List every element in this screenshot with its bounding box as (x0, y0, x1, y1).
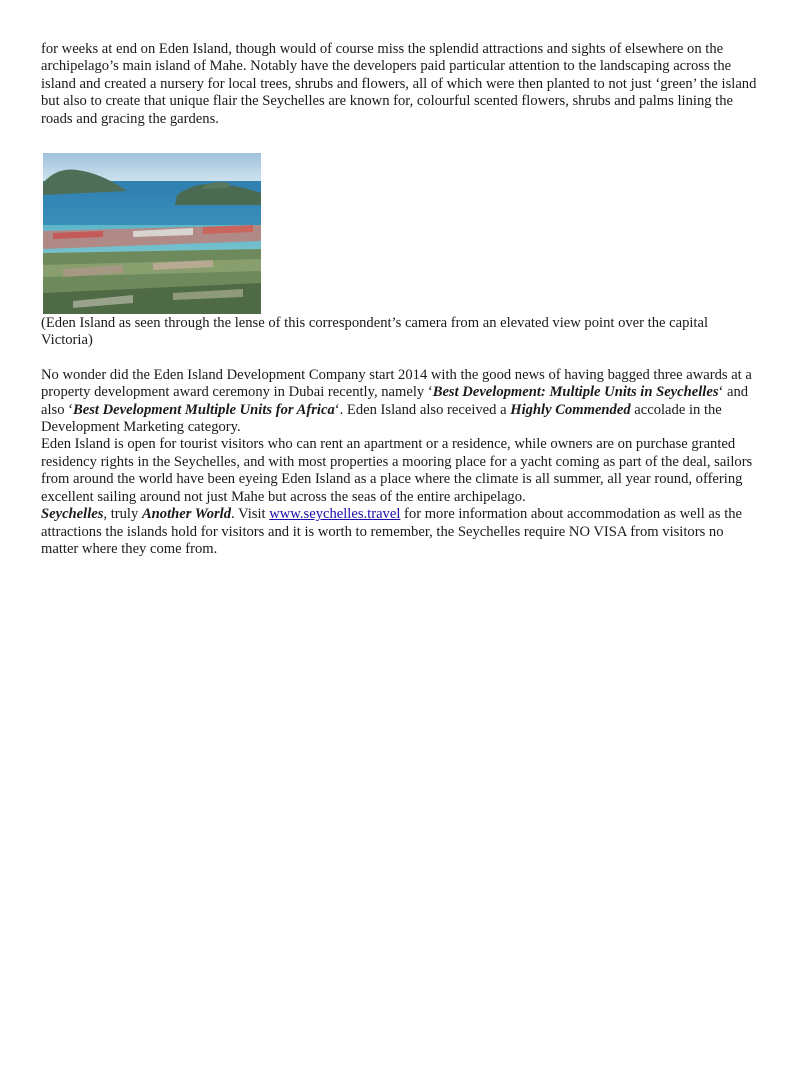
spacer (41, 350, 763, 367)
closing-text-1: , truly (103, 506, 142, 523)
awards-text-3: ‘. Eden Island also received a (334, 401, 511, 418)
award-highly-commended: Highly Commended (510, 401, 631, 418)
closing-seychelles: Seychelles (41, 506, 104, 523)
photo-caption: (Eden Island as seen through the lense of this correspondent’s camera from an elevated view point over the capital Victoria) (41, 315, 709, 349)
closing-text-3: for more information about accommodation as well as the attractions the islands hold for visitors and it is worth to remember, the Seychelles require NO VISA from visitors no matter where they come from. (41, 506, 743, 557)
seychelles-travel-link[interactable]: www.seychelles.travel (269, 506, 401, 523)
awards-paragraph (41, 367, 763, 437)
article-body (41, 41, 763, 558)
closing-paragraph (41, 506, 763, 558)
award-best-development-africa: Best Development Multiple Units for Africa (73, 401, 335, 418)
awards-text-1: No wonder did the Eden Island Development Company start 2014 with the good news of having bagged three awards at a property development award ceremony in Dubai recently, namely ‘ (41, 366, 752, 401)
spacer (41, 128, 763, 145)
award-best-development-seychelles: Best Development: Multiple Units in Seychelles (432, 384, 719, 401)
closing-text-2: . Visit (231, 506, 270, 523)
eden-island-photo (43, 153, 261, 314)
awards-text-4: accolade in the Development Marketing category. (41, 401, 722, 436)
awards-text-2: ‘ and also ‘ (41, 384, 749, 418)
intro-paragraph: for weeks at end on Eden Island, though would of course miss the splendid attractions and sights of elsewhere on the archipelago’s main island of Mahe. Notably have the developers paid particular attention to the landscaping across the island and created a nursery for local trees, shrubs and flowers, all of which were then planted to not just ‘green’ the island but also to create that unique flair the Seychelles are known for, colourful scented flowers, shrubs and palms lining the roads and gracing the gardens. (41, 41, 757, 127)
closing-another-world: Another World (141, 506, 232, 523)
visitors-paragraph: Eden Island is open for tourist visitors who can rent an apartment or a residence, while owners are on purchase granted residency rights in the Seychelles, and with most properties a mooring place for a yacht coming as part of the deal, sailors from around the world have been eyeing Eden Island as a place where the climate is all summer, all year round, offering excellent sailing around not just Mahe but across the seas of the entire archipelago. (41, 436, 753, 505)
